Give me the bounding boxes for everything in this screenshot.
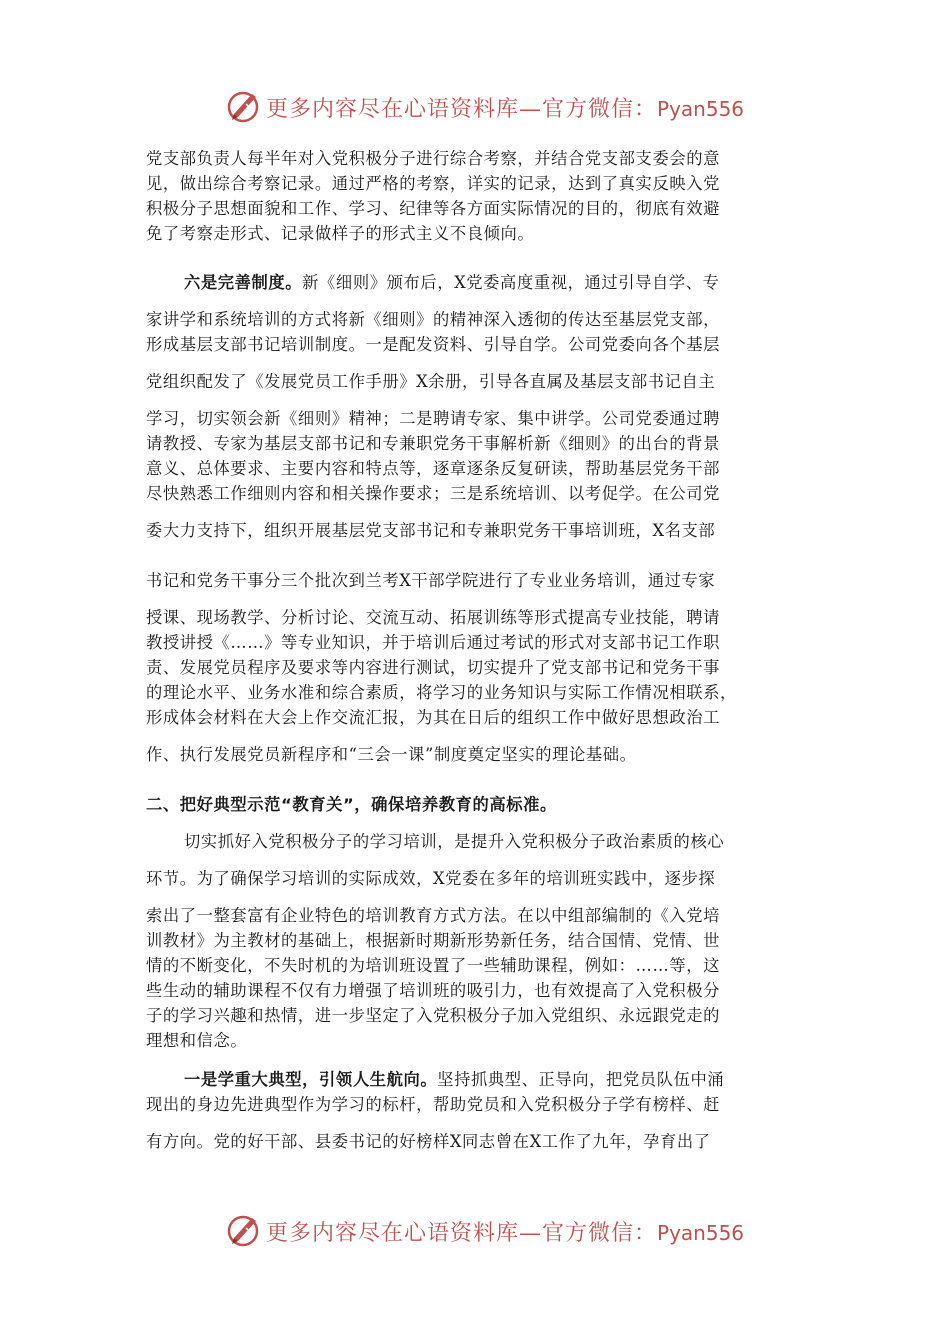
text-line: 责、发展党员程序及要求等内容进行测试，切实提升了党支部书记和党务干事 [146,658,720,677]
header-banner-label: 更多内容尽在心语资料库—官方微信： [266,97,658,122]
footer-banner [0,1210,950,1250]
text-segment: 坚持抓典型、正导向，把党员队伍中涌 [437,1070,725,1089]
text-line: 见，做出综合考察记录。通过严格的考察，详实的记录，达到了真实反映入党 [146,174,720,193]
text-line: 子的学习兴趣和热情，进一步坚定了入党积极分子加入党组织、永远跟党走的 [146,1006,720,1025]
footer-banner-text [266,1216,744,1247]
text-line: 授课、现场教学、分析讨论、交流互动、拓展训练等形式提高专业技能，聘请 [146,608,720,627]
text-line: 切实抓好入党积极分子的学习培训，是提升入党积极分子政治素质的核心 [184,832,725,851]
pen-logo-icon [226,88,262,124]
text-line: 请教授、专家为基层支部书记和专兼职党务干事解析新《细则》的出台的背景 [146,434,720,453]
text-line: 有方向。党的好干部、县委书记的好榜样X同志曾在X工作了九年，孕育出了 [146,1132,711,1151]
text-line: 现出的身边先进典型作为学习的标杆，帮助党员和入党积极分子学有榜样、赶 [146,1095,720,1114]
header-banner-text [266,92,744,123]
text-line: 尽快熟悉工作细则内容和相关操作要求；三是系统培训、以考促学。在公司党 [146,484,720,503]
header-wechat-id: Pyan556 [657,97,745,121]
paragraph-six [184,273,720,293]
text-line: 些生动的辅助课程不仅有力增强了培训班的吸引力，也有效提高了入党积极分 [146,981,720,1000]
footer-wechat-id: Pyan556 [657,1221,745,1245]
text-line: 的理论水平、业务水准和综合素质，将学习的业务知识与实际工作情况相联系， [146,683,737,702]
header-banner [0,86,950,126]
text-line: 意义、总体要求、主要内容和特点等，逐章逐条反复研读，帮助基层党务干部 [146,459,720,478]
text-line: 家讲学和系统培训的方式将新《细则》的精神深入透彻的传达至基层党支部， [146,310,720,329]
text-line: 形成体会材料在大会上作交流汇报，为其在日后的组织工作中做好思想政治工 [146,708,720,727]
text-line: 学习，切实领会新《细则》精神；二是聘请专家、集中讲学。公司党委通过聘 [146,409,720,428]
section-lead-bold: 一是学重大典型，引领人生航向。 [184,1070,438,1089]
text-line: 党组织配发了《发展党员工作手册》X余册，引导各直属及基层支部书记自主 [146,372,716,391]
text-line: 委大力支持下，组织开展基层党支部书记和专兼职党务干事培训班，X名支部 [146,521,716,540]
paragraph-one [184,1070,724,1090]
text-line: 免了考察走形式、记录做样子的形式主义不良倾向。 [146,224,535,243]
section-heading-two: 二、把好典型示范“教育关”，确保培养教育的高标准。 [146,795,557,814]
pen-logo-icon [226,1212,262,1248]
text-line: 环节。为了确保学习培训的实际成效，X党委在多年的培训班实践中，逐步探 [146,869,716,888]
text-line: 书记和党务干事分三个批次到兰考X干部学院进行了专业业务培训，通过专家 [146,571,716,590]
text-line: 党支部负责人每半年对入党积极分子进行综合考察，并结合党支部支委会的意 [146,149,720,168]
text-line: 情的不断变化，不失时机的为培训班设置了一些辅助课程，例如：……等，这 [146,956,720,975]
text-line: 形成基层支部书记培训制度。一是配发资料、引导自学。公司党委向各个基层 [146,335,720,354]
text-line: 作、执行发展党员新程序和“三会一课”制度奠定坚实的理论基础。 [146,745,637,764]
text-line: 教授讲授《……》等专业知识，并于培训后通过考试的形式对支部书记工作职 [146,633,720,652]
text-line: 索出了一整套富有企业特色的培训教育方式方法。在以中组部编制的《入党培 [146,906,720,925]
text-line: 理想和信念。 [146,1031,248,1050]
section-lead-bold: 六是完善制度。 [184,273,303,292]
text-line: 积极分子思想面貌和工作、学习、纪律等各方面实际情况的目的，彻底有效避 [146,199,720,218]
text-line: 训教材》为主教材的基础上，根据新时期新形势新任务，结合国情、党情、世 [146,931,720,950]
text-segment: 新《细则》颁布后，X党委高度重视，通过引导自学、专 [302,273,720,292]
footer-banner-label: 更多内容尽在心语资料库—官方微信： [266,1221,658,1246]
